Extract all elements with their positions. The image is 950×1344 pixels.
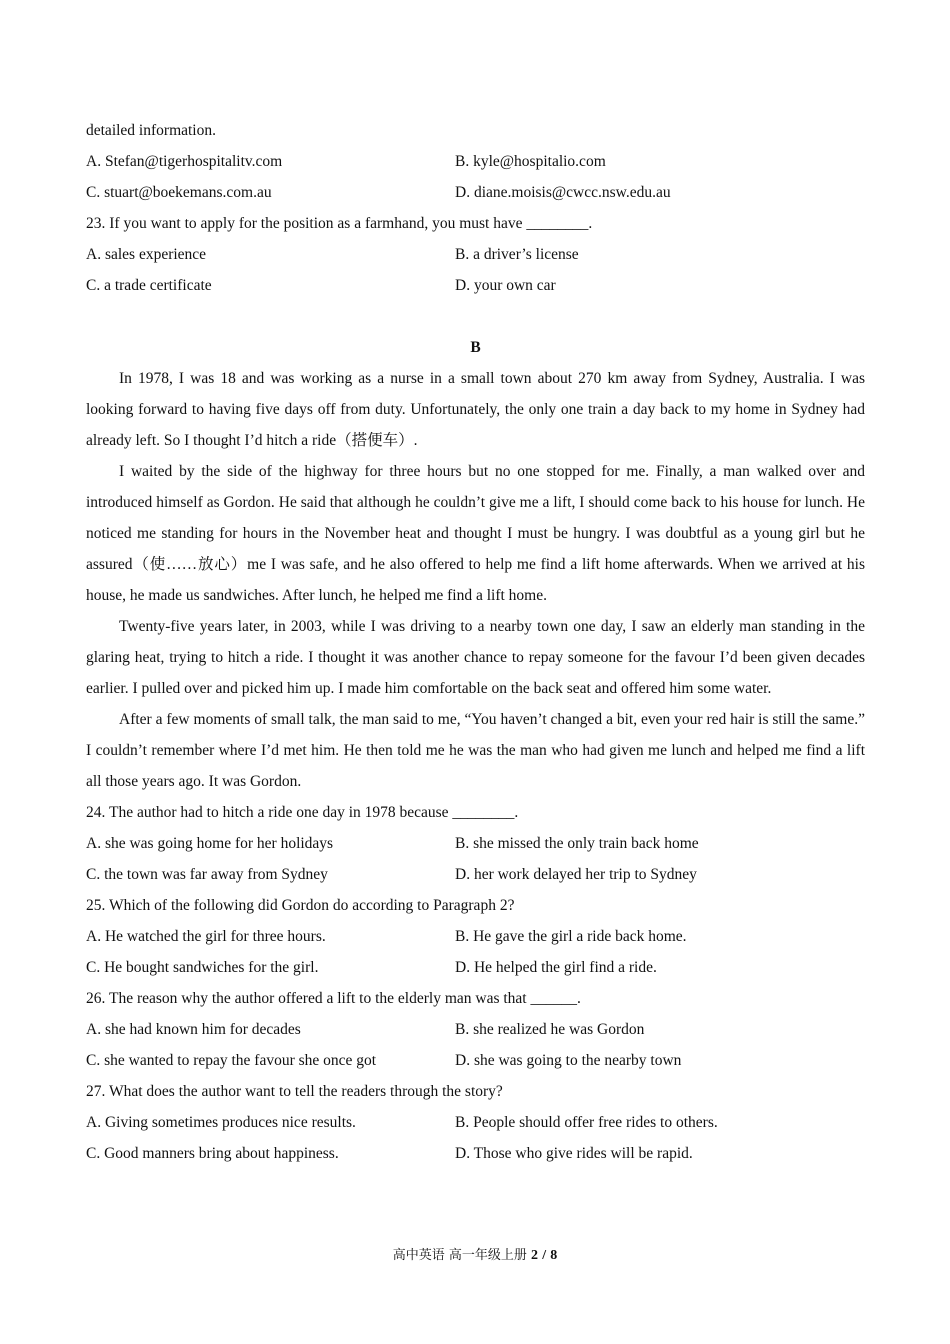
q26-options-row-2 [86,1045,865,1076]
option-d: D. Those who give rides will be rapid. [455,1145,693,1162]
question-24: 24. The author had to hitch a ride one day in 1978 because ________. [86,804,519,821]
q27-options-row-1 [86,1107,865,1138]
option-c: C. Good manners bring about happiness. [86,1145,339,1162]
page-separator: / [542,1248,547,1263]
option-d: D. He helped the girl find a ride. [455,959,657,976]
option-a: A. she was going home for her holidays [86,835,334,852]
question-25: 25. Which of the following did Gordon do according to Paragraph 2? [86,897,515,914]
option-c: C. a trade certificate [86,277,212,294]
option-b: B. she missed the only train back home [455,835,699,852]
option-a: A. sales experience [86,246,207,263]
option-c: C. she wanted to repay the favour she once got [86,1052,377,1069]
question-27: 27. What does the author want to tell the readers through the story? [86,1083,503,1100]
passage-paragraph: In 1978, I was 18 and was working as a nurse in a small town about 270 km away from Sydney, Australia. I was looking forward to having five days off from duty. Unfortunately, the only one train a day back to my home in Sydney had already left. So I thought I’d hitch a ride（搭便车）. [86,370,865,449]
option-d: D. diane.moisis@cwcc.nsw.edu.au [455,184,671,201]
passage-paragraph: Twenty-five years later, in 2003, while I was driving to a nearby town one day, I saw an elderly man standing in the glaring heat, trying to hitch a ride. I thought it was another chance to repay someone for the favour I’d been given decades earlier. I pulled over and picked him up. I made him comfortable on the back seat and offered him some water. [86,618,865,697]
q23-options-row-2 [86,270,865,301]
page-number: 2 [531,1248,539,1263]
option-a: A. she had known him for decades [86,1021,301,1038]
option-b: B. He gave the girl a ride back home. [455,928,687,945]
option-a: A. He watched the girl for three hours. [86,928,326,945]
option-b: B. she realized he was Gordon [455,1021,645,1038]
question-26: 26. The reason why the author offered a lift to the elderly man was that ______. [86,990,581,1007]
passage-paragraph: I waited by the side of the highway for three hours but no one stopped for me. Finally, a man walked over and introduced himself as Gordon. He said that although he couldn’t give me a lift, I should come back to his house for lunch. He noticed me standing for hours in the November heat and thought I must be hungry. I was doubtful as a young girl but he assured（使……放心）me I was safe, and he also offered to help me find a lift home afterwards. When we arrived at his house, he made us sandwiches. After lunch, he helped me find a lift home. [86,463,865,604]
q27-options-row-2 [86,1138,865,1169]
q24-options-row-2 [86,859,865,890]
exam-page [86,115,865,1169]
q25-options-row-2 [86,952,865,983]
option-a: A. Giving sometimes produces nice results. [86,1114,356,1131]
option-d: D. she was going to the nearby town [455,1052,682,1069]
page-total: 8 [550,1248,558,1263]
q24-options-row-1 [86,828,865,859]
page-footer [0,1244,950,1264]
q25-options-row-1 [86,921,865,952]
option-a: A. Stefan@tigerhospitalitv.com [86,153,283,170]
question-23: 23. If you want to apply for the position as a farmhand, you must have ________. [86,215,593,232]
q22-options-row-2 [86,177,865,208]
option-b: B. a driver’s license [455,246,579,263]
continuation-text: detailed information. [86,122,216,139]
q22-options-row-1 [86,146,865,177]
q26-options-row-1 [86,1014,865,1045]
passage-paragraph: After a few moments of small talk, the man said to me, “You haven’t changed a bit, even your red hair is still the same.” I couldn’t remember where I’d met him. He then told me he was the man who had given me lunch and helped me find a lift all those years ago. It was Gordon. [86,711,865,790]
q23-options-row-1 [86,239,865,270]
section-title: B [470,339,481,356]
option-d: D. her work delayed her trip to Sydney [455,866,697,883]
option-c: C. stuart@boekemans.com.au [86,184,272,201]
option-c: C. He bought sandwiches for the girl. [86,959,319,976]
option-d: D. your own car [455,277,556,294]
option-b: B. kyle@hospitalio.com [455,153,606,170]
option-c: C. the town was far away from Sydney [86,866,328,883]
option-b: B. People should offer free rides to others. [455,1114,718,1131]
footer-subject: 高中英语 高一年级上册 [392,1248,527,1263]
